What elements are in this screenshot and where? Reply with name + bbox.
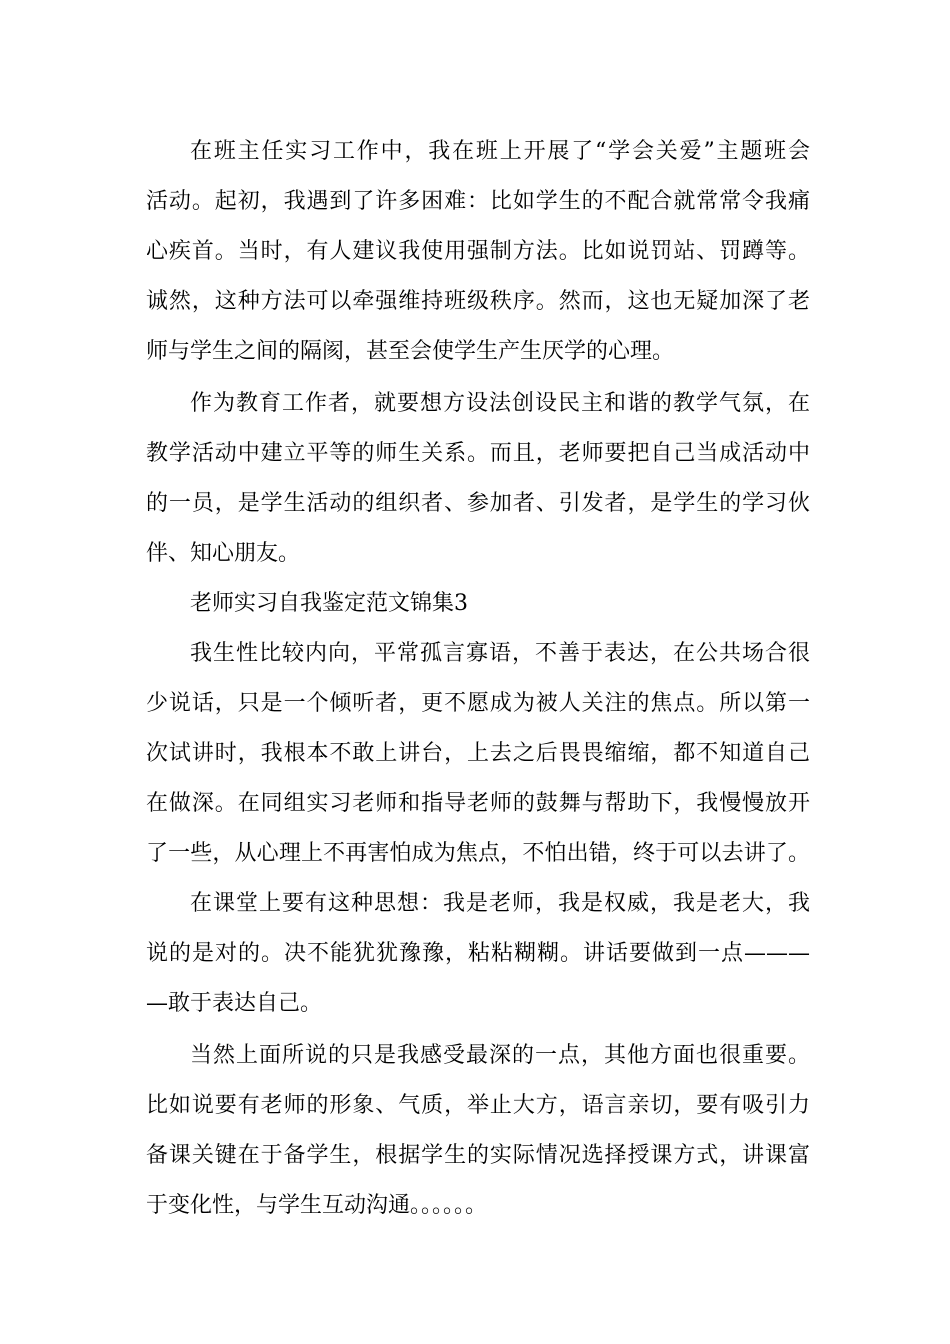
paragraph-1-line-1: 在班主任实习工作中，我在班上开展了“学会关爱”主题班会 xyxy=(190,139,810,164)
paragraph-4-line-1: 在课堂上要有这种思想：我是老师，我是权威，我是老大，我 xyxy=(190,891,810,916)
paragraph-5-line-4: 于变化性，与学生互动沟通。。。。。。 xyxy=(146,1193,488,1218)
paragraph-2-line-3: 的一员，是学生活动的组织者、参加者、引发者，是学生的学习伙 xyxy=(146,491,810,516)
paragraph-1-line-5: 师与学生之间的隔阂，甚至会使学生产生厌学的心理。 xyxy=(146,339,675,364)
paragraph-4-line-3: —敢于表达自己。 xyxy=(146,991,323,1016)
paragraph-3-line-3: 次试讲时，我根本不敢上讲台，上去之后畏畏缩缩，都不知道自己 xyxy=(146,741,810,766)
paragraph-2-line-4: 伴、知心朋友。 xyxy=(146,541,301,566)
paragraph-5-line-1: 当然上面所说的只是我感受最深的一点，其他方面也很重要。 xyxy=(190,1043,810,1068)
paragraph-5-line-3: 备课关键在于备学生，根据学生的实际情况选择授课方式，讲课富 xyxy=(146,1143,810,1168)
paragraph-1-line-3: 心疾首。当时，有人建议我使用强制方法。比如说罚站、罚蹲等。 xyxy=(146,239,810,264)
paragraph-4-line-2: 说的是对的。决不能犹犹豫豫，粘粘糊糊。讲话要做到一点——— xyxy=(146,941,810,966)
paragraph-5-line-2: 比如说要有老师的形象、气质，举止大方，语言亲切，要有吸引力 xyxy=(146,1093,810,1118)
paragraph-3-line-4: 在做深。在同组实习老师和指导老师的鼓舞与帮助下，我慢慢放开 xyxy=(146,791,810,816)
paragraph-3-line-1: 我生性比较内向，平常孤言寡语，不善于表达，在公共场合很 xyxy=(190,641,810,666)
paragraph-1-line-4: 诚然，这种方法可以牵强维持班级秩序。然而，这也无疑加深了老 xyxy=(146,289,810,314)
paragraph-2-line-2: 教学活动中建立平等的师生关系。而且，老师要把自己当成活动中 xyxy=(146,441,810,466)
paragraph-1-line-2: 活动。起初，我遇到了许多困难：比如学生的不配合就常常令我痛 xyxy=(146,189,810,214)
paragraph-3-line-5: 了一些，从心理上不再害怕成为焦点，不怕出错，终于可以去讲了。 xyxy=(146,841,810,866)
paragraph-2-line-1: 作为教育工作者，就要想方设法创设民主和谐的教学气氛，在 xyxy=(190,391,810,416)
paragraph-3-line-2: 少说话，只是一个倾听者，更不愿成为被人关注的焦点。所以第一 xyxy=(146,691,810,716)
section-heading: 老师实习自我鉴定范文锦集3 xyxy=(190,591,468,616)
